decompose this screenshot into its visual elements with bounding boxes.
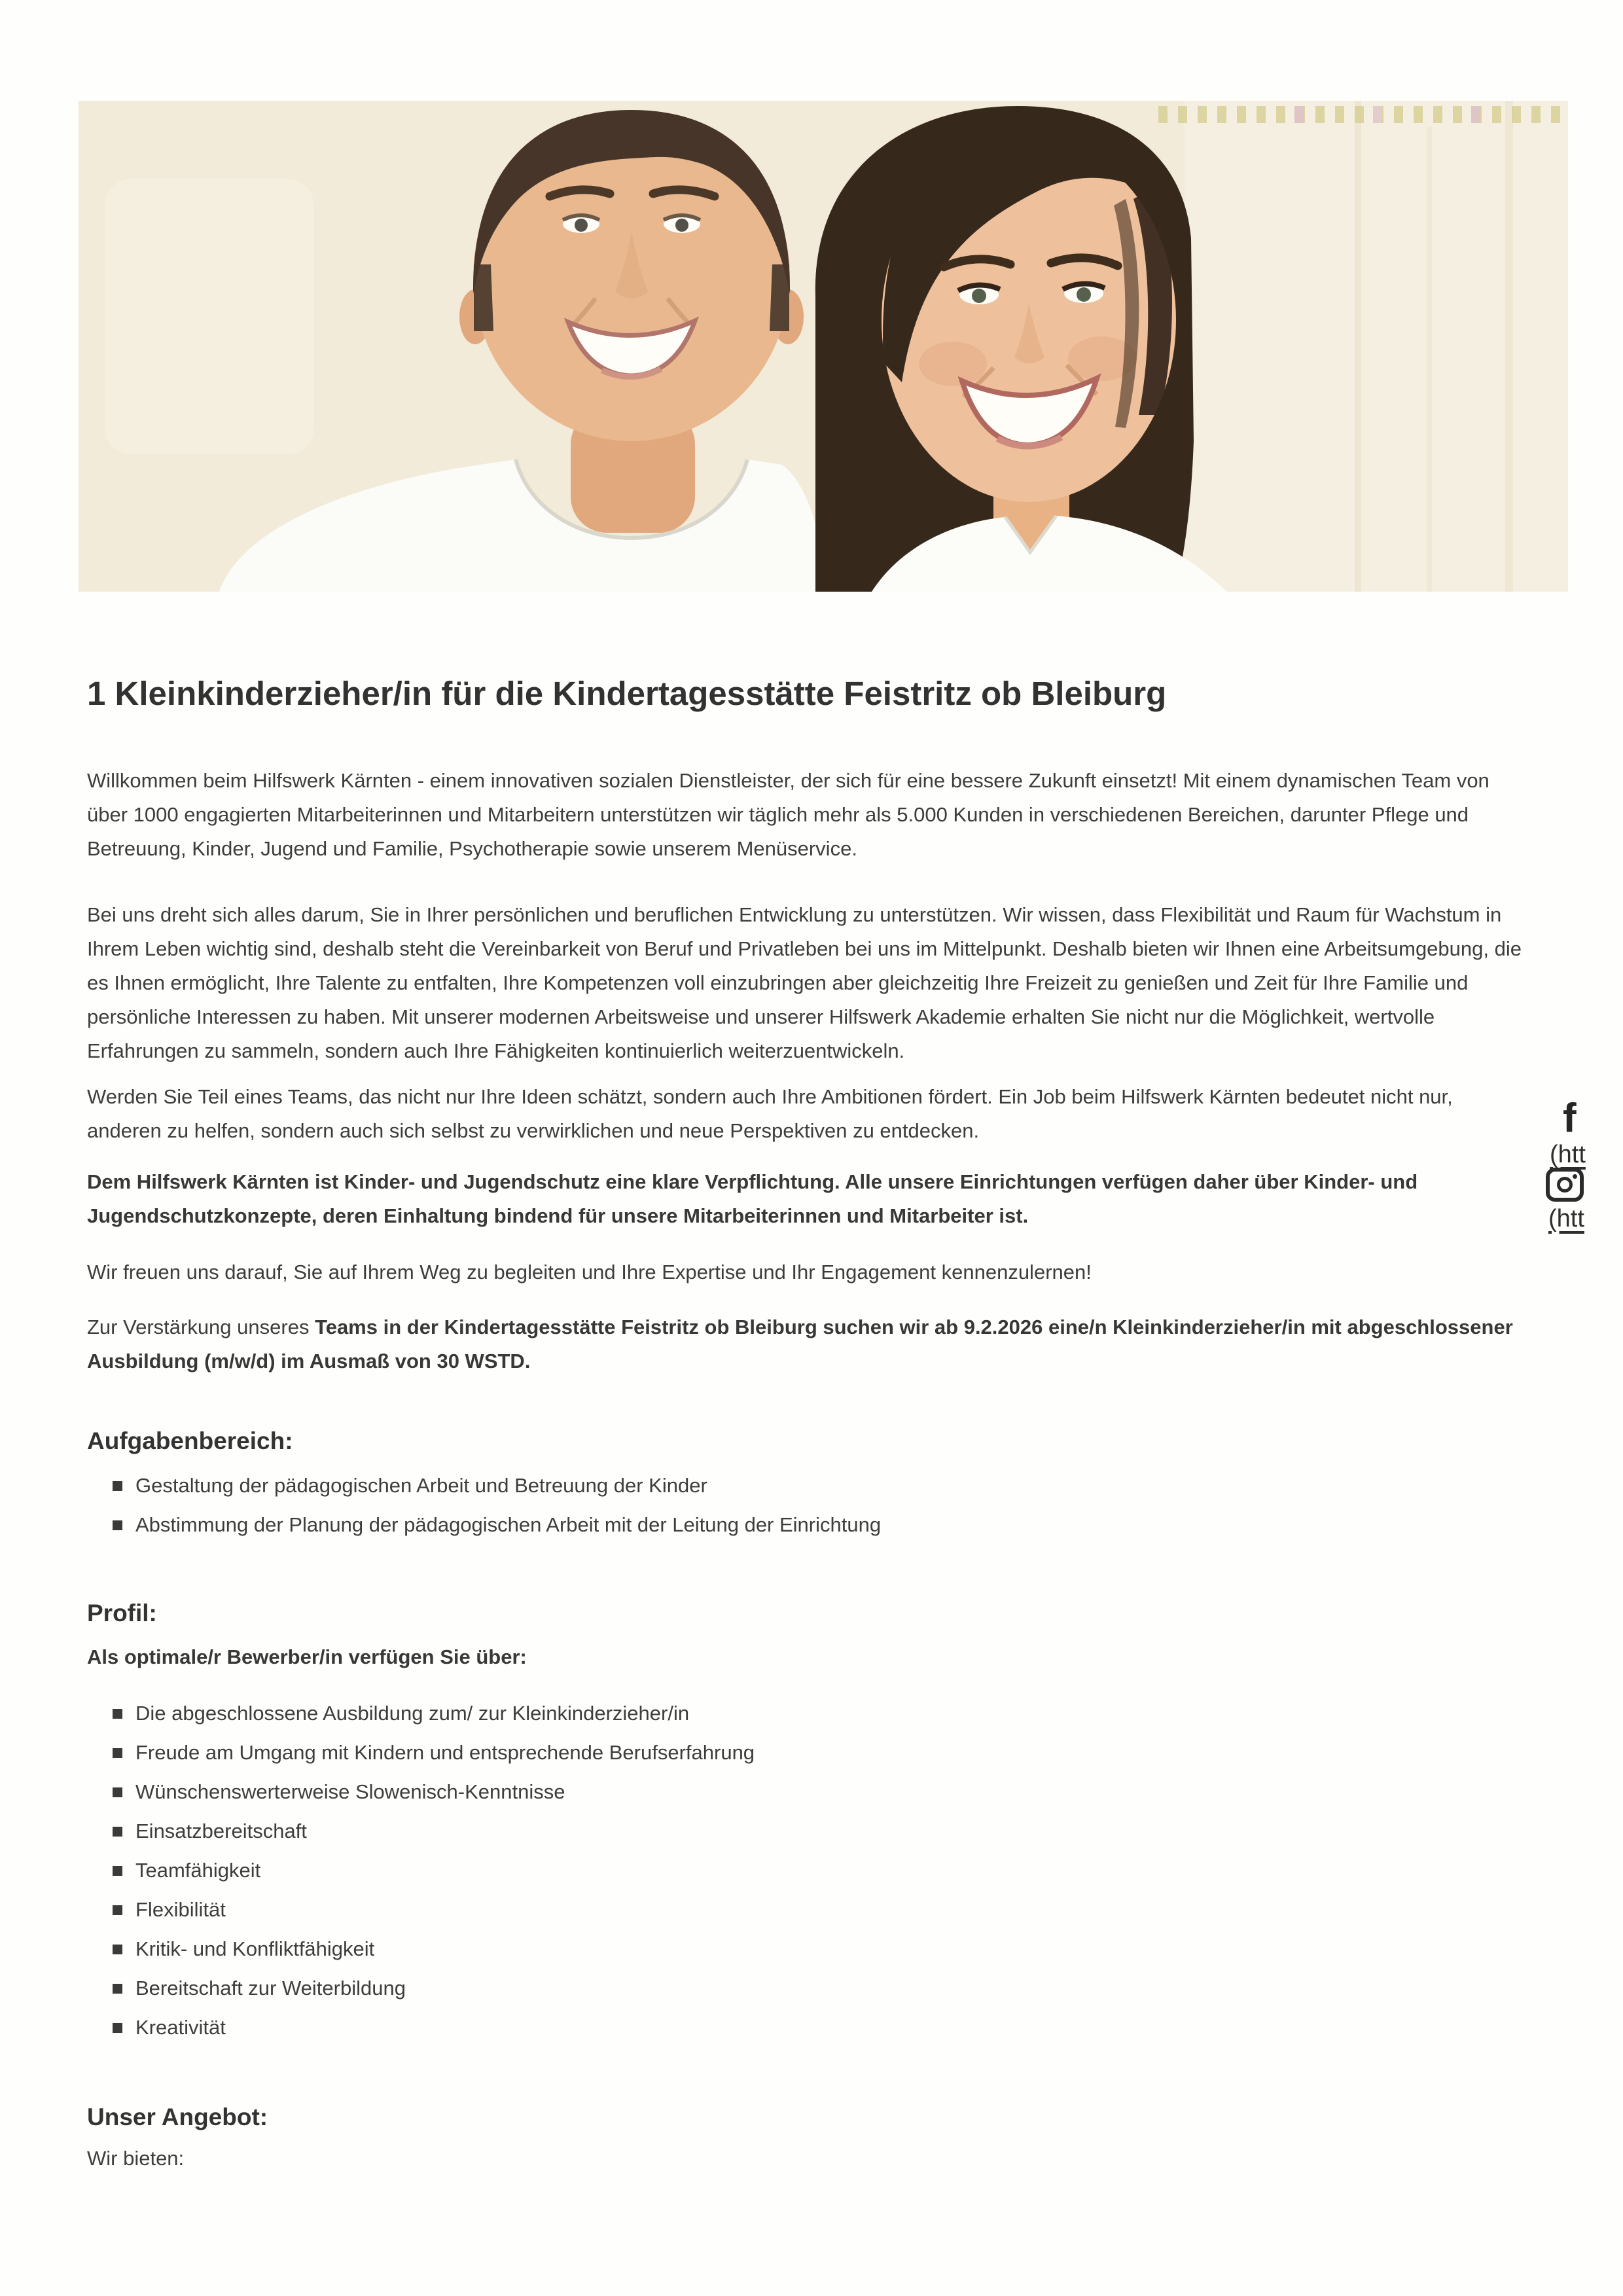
- list-item-label: Teamfähigkeit: [135, 1859, 261, 1882]
- vacancy-details: Teams in der Kindertagesstätte Feistritz ob Bleiburg suchen wir ab 9.2.2026 eine/n Kleinkinderzieher/in mit abgeschlossener Ausbildung (m/w/d) im Ausmaß von 30 WSTD.: [87, 1316, 1513, 1372]
- list-item-label: Wünschenswerterweise Slowenisch-Kenntnisse: [135, 1780, 565, 1803]
- bullet-square-icon: [113, 1520, 122, 1530]
- list-item-label: Bereitschaft zur Weiterbildung: [135, 1977, 406, 2000]
- instagram-lens-icon: [1557, 1177, 1573, 1193]
- bullet-square-icon: [113, 1481, 122, 1491]
- woman-figure: [815, 106, 1227, 592]
- tasks-list: [87, 1466, 1527, 1545]
- header-photo-illustration: [79, 101, 1568, 592]
- paragraph-team: Werden Sie Teil eines Teams, das nicht nur Ihre Ideen schätzt, sondern auch Ihre Ambitionen fördert. Ein Job beim Hilfswerk Kärnten bedeutet nicht nur, anderen zu helfen, sondern auch sich selbst zu verwirklichen und neue Perspektiven zu entdecken.: [87, 1085, 1453, 1142]
- facebook-icon[interactable]: f: [1563, 1096, 1577, 1141]
- list-item: [87, 1969, 1527, 2008]
- vacancy-prefix: Zur Verstärkung unseres: [87, 1316, 315, 1338]
- list-item-label: Kreativität: [135, 2016, 226, 2039]
- section-heading-profile: Profil:: [87, 1600, 157, 1626]
- instagram-dot-icon: [1573, 1174, 1577, 1179]
- list-item-label: Kritik- und Konfliktfähigkeit: [135, 1937, 375, 1960]
- list-item: [87, 2008, 1527, 2047]
- list-item: [87, 1733, 1527, 1772]
- dashed-accent-row: [1152, 106, 1565, 123]
- instagram-link[interactable]: (htt: [1548, 1205, 1584, 1232]
- list-item: [87, 1466, 1527, 1505]
- list-item: [87, 1694, 1527, 1733]
- list-item: [87, 1851, 1527, 1890]
- list-item: [87, 1772, 1527, 1812]
- list-item: [87, 1812, 1527, 1851]
- paragraph-development: Bei uns dreht sich alles darum, Sie in Ihrer persönlichen und beruflichen Entwicklung zu unterstützen. Wir wissen, dass Flexibilität und Raum für Wachstum in Ihrem Leben wichtig sind, deshalb steht die Vereinbarkeit von Beruf und Privatleben bei uns im Mittelpunkt. Deshalb bieten wir Ihnen eine Arbeitsumgebung, die es Ihnen ermöglicht, Ihre Talente zu entfalten, Ihre Kompetenzen voll einzubringen aber gleichzeitig Ihre Freizeit zu genießen und Zeit für Ihre Familie und persönliche Interessen zu haben. Mit unserer modernen Arbeitsweise und unserer Hilfswerk Akademie erhalten Sie nicht nur die Möglichkeit, wertvolle Erfahrungen zu sammeln, sondern auch Ihre Fähigkeiten kontinuierlich weiterzuentwickeln.: [87, 903, 1522, 1062]
- offer-lead: Wir bieten:: [87, 2147, 185, 2170]
- header-photo: [79, 101, 1568, 592]
- bullet-square-icon: [113, 1827, 122, 1837]
- section-heading-tasks: Aufgabenbereich:: [87, 1427, 293, 1454]
- bullet-square-icon: [113, 1945, 122, 1954]
- list-item: [87, 1890, 1527, 1929]
- paragraph-welcome: Willkommen beim Hilfswerk Kärnten - einem innovativen sozialen Dienstleister, der sich für eine bessere Zukunft einsetzt! Mit einem dynamischen Team von über 1000 engagierten Mitarbeiterinnen und Mitarbeitern unterstützen wir täglich mehr als 5.000 Kunden in verschiedenen Bereichen, darunter Pflege und Betreuung, Kinder, Jugend und Familie, Psychotherapie sowie unserem Menüservice.: [87, 769, 1489, 860]
- list-item-label: Abstimmung der Planung der pädagogischen Arbeit mit der Leitung der Einrichtung: [135, 1513, 882, 1536]
- bullet-square-icon: [113, 1748, 122, 1758]
- instagram-icon[interactable]: [1546, 1168, 1584, 1202]
- bullet-square-icon: [113, 1787, 122, 1797]
- bullet-square-icon: [113, 1905, 122, 1915]
- list-item: [87, 1505, 1527, 1545]
- paragraph-looking-forward: Wir freuen uns darauf, Sie auf Ihrem Weg zu begleiten und Ihre Expertise und Ihr Engagement kennenzulernen!: [87, 1261, 1092, 1283]
- list-item-label: Freude am Umgang mit Kindern und entsprechende Berufserfahrung: [135, 1741, 755, 1764]
- profile-subheading: Als optimale/r Bewerber/in verfügen Sie über:: [87, 1645, 527, 1668]
- list-item-label: Die abgeschlossene Ausbildung zum/ zur Kleinkinderzieher/in: [135, 1702, 690, 1725]
- section-heading-offer: Unser Angebot:: [87, 2104, 268, 2130]
- bullet-square-icon: [113, 1709, 122, 1719]
- list-item-label: Gestaltung der pädagogischen Arbeit und Betreuung der Kinder: [135, 1474, 707, 1497]
- list-item: [87, 1929, 1527, 1969]
- facebook-link[interactable]: (htt: [1550, 1141, 1586, 1168]
- page-title: 1 Kleinkinderzieher/in für die Kindertagesstätte Feistritz ob Bleiburg: [87, 675, 1167, 712]
- bullet-square-icon: [113, 2023, 122, 2033]
- profile-list: [87, 1694, 1527, 2047]
- paragraph-child-protection: Dem Hilfswerk Kärnten ist Kinder- und Jugendschutz eine klare Verpflichtung. Alle unsere Einrichtungen verfügen daher über Kinder- und Jugendschutzkonzepte, deren Einhaltung bindend für unsere Mitarbeiterinnen und Mitarbeiter ist.: [87, 1170, 1418, 1227]
- bullet-square-icon: [113, 1984, 122, 1994]
- bullet-square-icon: [113, 1866, 122, 1876]
- paragraph-vacancy: [87, 1310, 1514, 1378]
- list-item-label: Einsatzbereitschaft: [135, 1820, 307, 1842]
- list-item-label: Flexibilität: [135, 1898, 226, 1921]
